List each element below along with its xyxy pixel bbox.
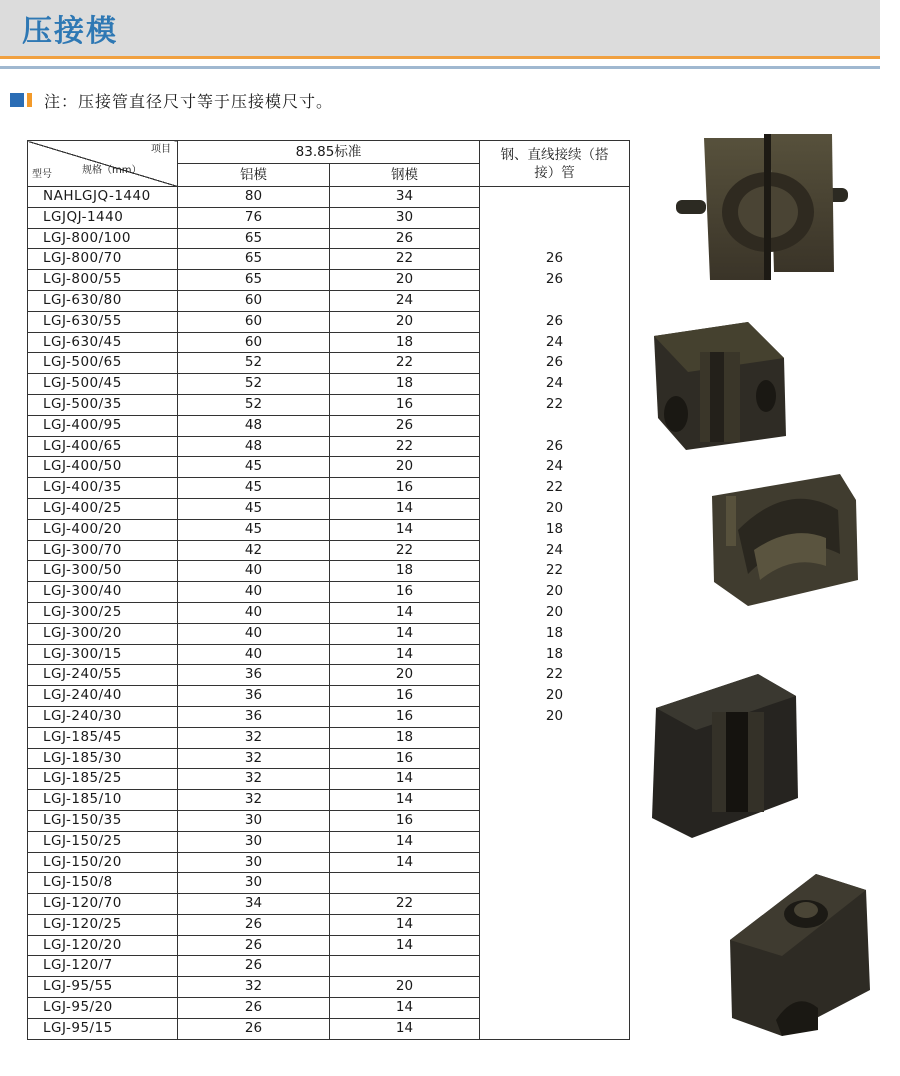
table-row [28, 873, 630, 894]
table-row [28, 270, 630, 291]
table-row [28, 602, 630, 623]
al-die-cell: 32 [178, 748, 330, 769]
steel-die-cell: 14 [330, 790, 480, 811]
table-row [28, 436, 630, 457]
table-row [28, 727, 630, 748]
header-divider [0, 66, 880, 69]
model-cell: LGJ-300/40 [28, 582, 178, 603]
al-die-cell: 52 [178, 353, 330, 374]
model-cell: LGJ-400/50 [28, 457, 178, 478]
steel-die-cell: 14 [330, 998, 480, 1019]
steel-die-cell: 14 [330, 831, 480, 852]
table-row [28, 852, 630, 873]
steel-die-cell: 14 [330, 769, 480, 790]
al-die-cell: 36 [178, 686, 330, 707]
steel-die-cell [330, 956, 480, 977]
steel-die-cell: 18 [330, 374, 480, 395]
al-die-cell: 32 [178, 790, 330, 811]
die-block-photo-4 [648, 668, 800, 843]
model-cell: LGJ-630/55 [28, 311, 178, 332]
table-row [28, 478, 630, 499]
al-die-cell: 26 [178, 998, 330, 1019]
joint-die-cell: 26 [480, 270, 630, 291]
corner-item-label: 项目 [151, 144, 171, 155]
model-cell: LGJ-300/25 [28, 602, 178, 623]
joint-die-cell [480, 873, 630, 894]
joint-die-cell: 24 [480, 457, 630, 478]
model-cell: LGJ-240/30 [28, 706, 178, 727]
model-cell: LGJ-185/30 [28, 748, 178, 769]
steel-die-cell: 16 [330, 748, 480, 769]
steel-die-cell: 20 [330, 977, 480, 998]
steel-die-cell: 16 [330, 582, 480, 603]
al-die-cell: 34 [178, 894, 330, 915]
al-die-cell: 65 [178, 249, 330, 270]
al-die-cell: 26 [178, 914, 330, 935]
die-block-photo-5 [726, 870, 876, 1040]
joint-die-cell: 24 [480, 332, 630, 353]
model-cell: LGJ-95/15 [28, 1018, 178, 1039]
model-cell: LGJ-800/70 [28, 249, 178, 270]
al-die-cell: 60 [178, 332, 330, 353]
model-cell: LGJ-95/20 [28, 998, 178, 1019]
al-die-cell: 65 [178, 228, 330, 249]
page-header [0, 0, 880, 59]
table-row [28, 311, 630, 332]
table-row [28, 207, 630, 228]
table-row [28, 332, 630, 353]
table-row [28, 582, 630, 603]
steel-die-cell: 26 [330, 415, 480, 436]
model-cell: LGJ-500/35 [28, 394, 178, 415]
table-row [28, 540, 630, 561]
corner-spec-label: 规格（mm） [82, 165, 142, 176]
model-cell: LGJ-400/35 [28, 478, 178, 499]
table-row [28, 998, 630, 1019]
steel-die-cell: 16 [330, 394, 480, 415]
joint-die-cell: 20 [480, 686, 630, 707]
joint-die-cell [480, 998, 630, 1019]
joint-header-text: 钢、直线接续（搭接）管 [500, 146, 609, 181]
al-die-cell: 48 [178, 436, 330, 457]
note-text: 注：压接管直径尺寸等于压接模尺寸。 [44, 91, 334, 111]
al-die-cell: 60 [178, 290, 330, 311]
die-block-photo-2 [648, 318, 798, 453]
al-die-cell: 26 [178, 935, 330, 956]
table-row [28, 914, 630, 935]
steel-die-cell: 20 [330, 665, 480, 686]
steel-die-cell: 14 [330, 623, 480, 644]
table-row [28, 935, 630, 956]
joint-die-cell [480, 187, 630, 208]
table-corner-header [28, 141, 178, 187]
table-row [28, 894, 630, 915]
table-row [28, 187, 630, 208]
table-row [28, 977, 630, 998]
joint-die-cell [480, 914, 630, 935]
al-die-cell: 45 [178, 478, 330, 499]
joint-die-cell: 22 [480, 561, 630, 582]
al-die-cell: 40 [178, 623, 330, 644]
joint-die-cell: 22 [480, 394, 630, 415]
al-die-cell: 60 [178, 311, 330, 332]
steel-die-cell: 14 [330, 914, 480, 935]
al-die-cell: 26 [178, 956, 330, 977]
model-cell: LGJ-150/8 [28, 873, 178, 894]
joint-die-cell: 26 [480, 436, 630, 457]
al-die-cell: 48 [178, 415, 330, 436]
steel-die-cell: 26 [330, 228, 480, 249]
model-cell: LGJ-300/50 [28, 561, 178, 582]
steel-die-cell: 14 [330, 935, 480, 956]
al-die-cell: 30 [178, 873, 330, 894]
model-cell: LGJ-400/20 [28, 519, 178, 540]
al-die-cell: 80 [178, 187, 330, 208]
table-body [28, 187, 630, 1040]
table-row [28, 1018, 630, 1039]
joint-die-cell [480, 894, 630, 915]
table-row [28, 790, 630, 811]
table-row [28, 374, 630, 395]
joint-die-cell [480, 228, 630, 249]
joint-die-cell: 26 [480, 249, 630, 270]
al-die-cell: 32 [178, 727, 330, 748]
joint-die-cell: 20 [480, 582, 630, 603]
al-die-cell: 40 [178, 561, 330, 582]
table-row [28, 769, 630, 790]
model-cell: LGJQJ-1440 [28, 207, 178, 228]
steel-die-cell: 14 [330, 498, 480, 519]
model-cell: LGJ-185/10 [28, 790, 178, 811]
al-die-cell: 30 [178, 852, 330, 873]
steel-die-cell: 14 [330, 644, 480, 665]
table-row [28, 457, 630, 478]
steel-die-cell: 20 [330, 270, 480, 291]
al-die-cell: 45 [178, 519, 330, 540]
model-cell: LGJ-500/45 [28, 374, 178, 395]
table-row [28, 748, 630, 769]
model-cell: LGJ-150/20 [28, 852, 178, 873]
al-die-cell: 36 [178, 665, 330, 686]
table-row [28, 561, 630, 582]
joint-die-cell [480, 727, 630, 748]
table-row [28, 706, 630, 727]
joint-die-cell [480, 956, 630, 977]
group-header: 83.85标准 [178, 141, 480, 164]
steel-die-cell: 18 [330, 332, 480, 353]
steel-die-cell [330, 873, 480, 894]
al-die-cell: 45 [178, 457, 330, 478]
steel-die-cell: 20 [330, 457, 480, 478]
note [10, 88, 333, 112]
joint-die-cell [480, 852, 630, 873]
model-cell: LGJ-240/40 [28, 686, 178, 707]
steel-column-header: 钢模 [330, 164, 480, 187]
al-die-cell: 76 [178, 207, 330, 228]
al-die-cell: 30 [178, 831, 330, 852]
model-cell: LGJ-185/45 [28, 727, 178, 748]
model-cell: LGJ-630/80 [28, 290, 178, 311]
model-cell: LGJ-300/20 [28, 623, 178, 644]
joint-die-cell: 20 [480, 706, 630, 727]
joint-die-cell: 22 [480, 665, 630, 686]
al-die-cell: 32 [178, 769, 330, 790]
joint-die-cell [480, 977, 630, 998]
table-row [28, 644, 630, 665]
steel-die-cell: 22 [330, 353, 480, 374]
steel-die-cell: 16 [330, 706, 480, 727]
table-row [28, 810, 630, 831]
joint-die-cell [480, 810, 630, 831]
table-row [28, 665, 630, 686]
steel-die-cell: 14 [330, 519, 480, 540]
al-die-cell: 40 [178, 644, 330, 665]
al-die-cell: 40 [178, 582, 330, 603]
joint-die-cell [480, 1018, 630, 1039]
table-row [28, 498, 630, 519]
model-cell: LGJ-120/20 [28, 935, 178, 956]
table-row [28, 228, 630, 249]
joint-column-header [480, 141, 630, 187]
joint-die-cell: 24 [480, 374, 630, 395]
table-row [28, 831, 630, 852]
steel-die-cell: 22 [330, 249, 480, 270]
model-cell: LGJ-800/100 [28, 228, 178, 249]
steel-die-cell: 14 [330, 602, 480, 623]
steel-die-cell: 16 [330, 686, 480, 707]
steel-die-cell: 24 [330, 290, 480, 311]
model-cell: LGJ-185/25 [28, 769, 178, 790]
model-cell: LGJ-400/65 [28, 436, 178, 457]
al-die-cell: 65 [178, 270, 330, 291]
steel-die-cell: 34 [330, 187, 480, 208]
model-cell: LGJ-400/25 [28, 498, 178, 519]
al-die-cell: 26 [178, 1018, 330, 1039]
steel-die-cell: 20 [330, 311, 480, 332]
page-title: 压接模 [22, 14, 118, 49]
steel-die-cell: 16 [330, 478, 480, 499]
joint-die-cell: 20 [480, 602, 630, 623]
table-row [28, 956, 630, 977]
steel-die-cell: 18 [330, 727, 480, 748]
joint-die-cell: 26 [480, 353, 630, 374]
joint-die-cell [480, 935, 630, 956]
steel-die-cell: 22 [330, 540, 480, 561]
corner-model-label: 型号 [32, 169, 52, 180]
al-die-cell: 52 [178, 394, 330, 415]
al-die-cell: 42 [178, 540, 330, 561]
steel-die-cell: 14 [330, 1018, 480, 1039]
al-die-cell: 32 [178, 977, 330, 998]
table-row [28, 623, 630, 644]
model-cell: LGJ-120/7 [28, 956, 178, 977]
die-block-photo-3 [708, 470, 858, 610]
table-row [28, 249, 630, 270]
table-row [28, 686, 630, 707]
joint-die-cell: 18 [480, 623, 630, 644]
die-spec-table [27, 140, 630, 1040]
model-cell: LGJ-500/65 [28, 353, 178, 374]
joint-die-cell [480, 748, 630, 769]
joint-die-cell: 26 [480, 311, 630, 332]
steel-die-cell: 16 [330, 810, 480, 831]
note-bullet-icon [10, 93, 32, 107]
table-row [28, 519, 630, 540]
model-cell: LGJ-150/25 [28, 831, 178, 852]
model-cell: LGJ-400/95 [28, 415, 178, 436]
joint-die-cell [480, 415, 630, 436]
joint-die-cell [480, 769, 630, 790]
steel-die-cell: 22 [330, 436, 480, 457]
model-cell: LGJ-630/45 [28, 332, 178, 353]
al-column-header: 铝模 [178, 164, 330, 187]
table-row [28, 394, 630, 415]
joint-die-cell [480, 207, 630, 228]
joint-die-cell: 24 [480, 540, 630, 561]
steel-die-cell: 18 [330, 561, 480, 582]
table-row [28, 415, 630, 436]
steel-die-cell: 22 [330, 894, 480, 915]
joint-die-cell: 18 [480, 644, 630, 665]
model-cell: LGJ-150/35 [28, 810, 178, 831]
joint-die-cell [480, 831, 630, 852]
model-cell: LGJ-300/70 [28, 540, 178, 561]
joint-die-cell [480, 790, 630, 811]
al-die-cell: 36 [178, 706, 330, 727]
table-row [28, 290, 630, 311]
model-cell: LGJ-120/25 [28, 914, 178, 935]
joint-die-cell: 22 [480, 478, 630, 499]
split-die-photo [676, 130, 856, 290]
al-die-cell: 40 [178, 602, 330, 623]
steel-die-cell: 30 [330, 207, 480, 228]
steel-die-cell: 14 [330, 852, 480, 873]
model-cell: LGJ-240/55 [28, 665, 178, 686]
al-die-cell: 45 [178, 498, 330, 519]
model-cell: LGJ-300/15 [28, 644, 178, 665]
al-die-cell: 30 [178, 810, 330, 831]
table-row [28, 353, 630, 374]
joint-die-cell: 20 [480, 498, 630, 519]
model-cell: NAHLGJQ-1440 [28, 187, 178, 208]
joint-die-cell: 18 [480, 519, 630, 540]
model-cell: LGJ-95/55 [28, 977, 178, 998]
model-cell: LGJ-120/70 [28, 894, 178, 915]
al-die-cell: 52 [178, 374, 330, 395]
joint-die-cell [480, 290, 630, 311]
model-cell: LGJ-800/55 [28, 270, 178, 291]
